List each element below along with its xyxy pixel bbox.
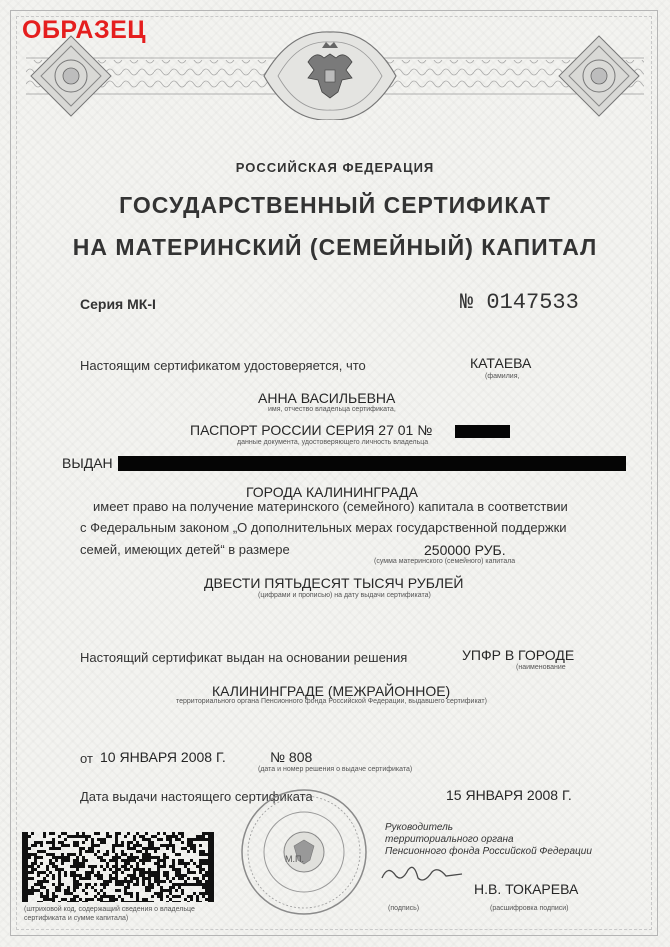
capital-amount-words-hint: (цифрами и прописью) на дату выдачи сертификата) — [258, 592, 431, 599]
head-name-hint: (расшифровка подписи) — [490, 905, 569, 912]
capital-amount-hint: (сумма материнского (семейного) капитала — [374, 558, 516, 565]
holder-name-hint: имя, отчество владельца сертификата, — [268, 406, 396, 413]
decision-from-label: от — [80, 751, 93, 766]
barcode-caption-line1: (штриховой код, содержащий сведения о владельце — [24, 906, 195, 913]
passport-number-redaction — [455, 425, 510, 438]
holder-passport-hint: данные документа, удостоверяющего личность владельца — [237, 439, 429, 446]
issue-date-label: Дата выдачи настоящего сертификата — [80, 789, 313, 804]
decision-date: 10 ЯНВАРЯ 2008 Г. — [100, 749, 226, 765]
holder-surname: КАТАЕВА — [470, 355, 532, 371]
body-line-3: семей, имеющих детей“ в размере — [80, 542, 290, 557]
certificate-title-line1: ГОСУДАРСТВЕННЫЙ СЕРТИФИКАТ — [119, 192, 551, 218]
holder-intro: Настоящим сертификатом удостоверяется, что — [80, 358, 366, 373]
stamp-place: М.П. — [285, 854, 304, 864]
barcode-caption-line2: сертификата и сумме капитала) — [24, 915, 129, 922]
issuing-office-line2: КАЛИНИНГРАДЕ (МЕЖРАЙОННОЕ) — [212, 683, 451, 699]
body-line-2: с Федеральным законом „О дополнительных мерах государственной поддержки — [80, 520, 567, 535]
barcode-icon — [22, 832, 214, 902]
issuing-office-line2-hint: территориального органа Пенсионного фонда Российской Федерации, выдавшего сертификат) — [176, 698, 487, 705]
sample-watermark: ОБРАЗЕЦ — [22, 16, 147, 44]
certificate-title-line2: НА МАТЕРИНСКИЙ (СЕМЕЙНЫЙ) КАПИТАЛ — [72, 234, 598, 260]
issued-label: ВЫДАН — [62, 455, 113, 471]
official-seal — [234, 780, 384, 920]
capital-amount: 250000 РУБ. — [424, 542, 506, 558]
decision-number: № 808 — [270, 749, 313, 765]
head-title — [385, 822, 592, 858]
capital-amount-words: ДВЕСТИ ПЯТЬДЕСЯТ ТЫСЯЧ РУБЛЕЙ — [204, 575, 464, 591]
head-title-line1: Руководитель — [385, 822, 454, 833]
head-title-line2: территориального органа — [385, 834, 514, 845]
holder-surname-hint: (фамилия, — [485, 373, 520, 380]
decision-hint: (дата и номер решения о выдаче сертификата) — [258, 766, 413, 773]
issuing-office-line1: УПФР В ГОРОДЕ — [462, 647, 575, 663]
basis-text: Настоящий сертификат выдан на основании решения — [80, 650, 408, 665]
head-title-line3: Пенсионного фонда Российской Федерации — [385, 846, 592, 857]
certificate-series: Серия МК-I — [80, 296, 156, 312]
issuing-office-hint: (наименование — [516, 664, 566, 671]
country-title: РОССИЙСКАЯ ФЕДЕРАЦИЯ — [235, 160, 435, 175]
issue-date: 15 ЯНВАРЯ 2008 Г. — [446, 787, 572, 803]
holder-name: АННА ВАСИЛЬЕВНА — [258, 390, 396, 406]
issued-city: ГОРОДА КАЛИНИНГРАДА — [246, 484, 418, 500]
handwritten-signature — [378, 860, 468, 886]
issued-by-redaction — [118, 456, 626, 471]
body-line-1: имеет право на получение материнского (семейного) капитала в соответствии — [93, 499, 568, 514]
certificate-number: № 0147533 — [460, 290, 579, 315]
head-name: Н.В. ТОКАРЕВА — [474, 881, 579, 897]
holder-passport: ПАСПОРТ РОССИИ СЕРИЯ 27 01 № — [190, 422, 433, 438]
signature-hint: (подпись) — [388, 905, 420, 912]
